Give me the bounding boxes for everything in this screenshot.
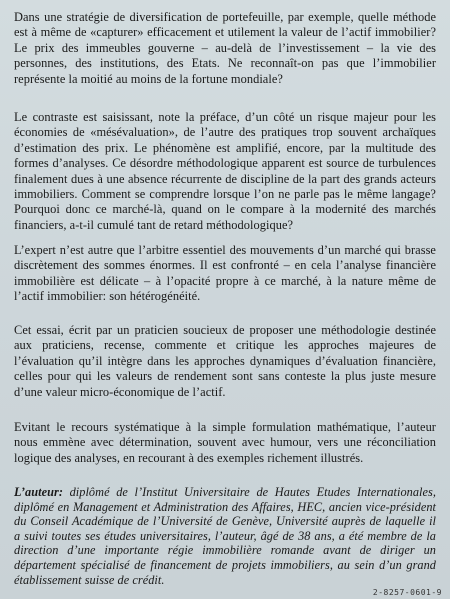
author-bio-text: diplômé de l’Institut Universitaire de Hautes Etudes Internationales, diplômé en Management et Administration des Affaires, HEC, ancien vice-président du Conseil Académique de l’Université de Genève, Université auprès de laquelle il a suivi toutes ses études universitaires, l’auteur, âgé de 38 ans, a été membre de la direction d’une importante régie immobilière romande avant de diriger un département spécialisé de financement de projets immobiliers, au sein d’un grand établissement suisse de crédit. <box>14 485 436 587</box>
paragraph-recours: Evitant le recours systématique à la simple formulation mathématique, l’auteur nous emmène avec détermination, souvent avec humour, vers une réconciliation logique des analyses, en recourant à des exemples richement illustrés. <box>14 420 436 465</box>
paragraph-essai: Cet essai, écrit par un praticien soucieux de proposer une méthodologie destinée aux praticiens, recense, commente et critique les approches majeures de l’évaluation qu’il intègre dans les approches dynamiques d’évaluation financière, celles pour qui les valeurs de rendement sont sans conteste la plus juste mesure d’une valeur micro-économique de l’actif. <box>14 323 436 399</box>
isbn-text: 2-8257-0601-9 <box>372 588 442 597</box>
author-bio <box>14 485 436 587</box>
paragraph-diversification: Dans une stratégie de diversification de portefeuille, par exemple, quelle méthode est à même de «capturer» efficacement et utilement la valeur de l’actif immobilier? Le prix des immeubles gouverne – au-delà de l’investissement – la vie des personnes, des institutions, des Etats. Ne reconnaît-on pas que l’immobilier représente la moitié au moins de la fortune mondiale? <box>14 10 436 86</box>
paragraph-expert: L’expert n’est autre que l’arbitre essentiel des mouvements d’un marché qui brasse discrètement des sommes énormes. Il est confronté – en cela l’analyse financière immobilière est délicate – à l’opacité propre à ce marché, à la nature même de l’actif immobilier: son hétérogénéité. <box>14 243 436 304</box>
author-label: L’auteur: <box>14 485 63 499</box>
paragraph-contraste: Le contraste est saisissant, note la préface, d’un côté un risque majeur pour les économies de «mésévaluation», de l’autre des pratiques trop souvent archaïques d’estimation des prix. Le phénomène est amplifié, encore, par la multitude des formes d’analyses. Ce désordre méthodologique apparent est source de turbulences finalement dues à une absence récurrente de discipline de la part des grands acteurs immobiliers. Comment se comprendre lorsque l’on ne parle pas le même langage? Pourquoi donc ce marché-là, quand on le compare à la modernité des marchés financiers, a-t-il cumulé tant de retard méthodologique? <box>14 110 436 232</box>
